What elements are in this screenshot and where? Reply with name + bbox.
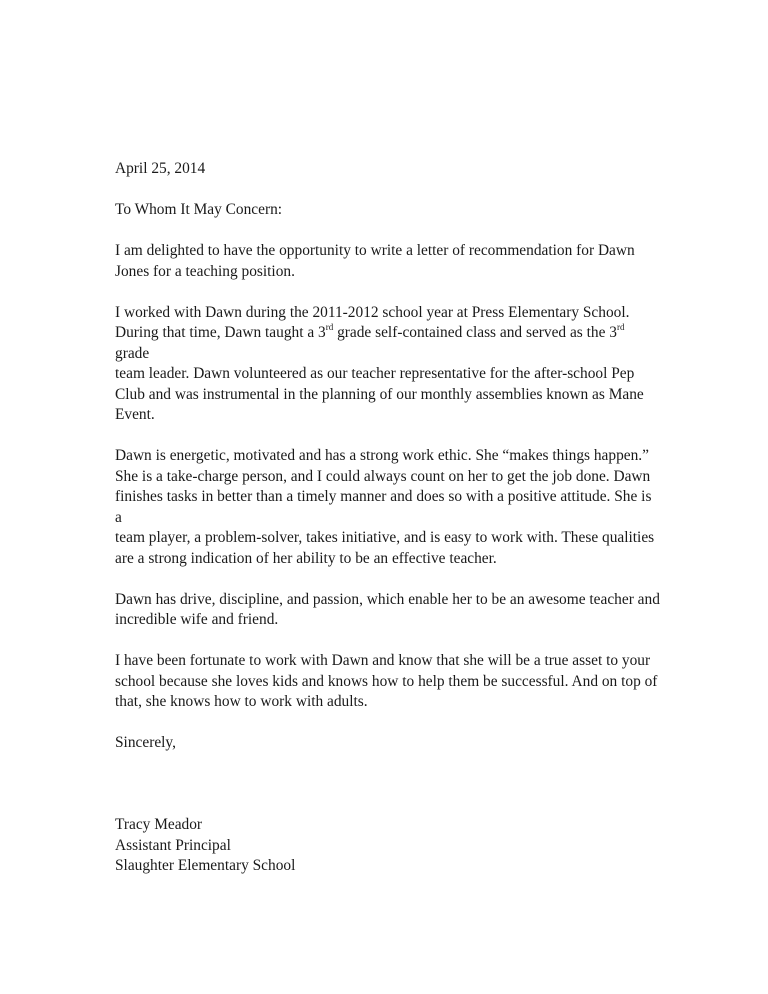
letter-closing: Sincerely, [115,734,176,751]
signature-space [115,774,660,815]
signature-block [115,815,660,877]
signer-title: Assistant Principal [115,836,231,854]
letter-date: April 25, 2014 [115,160,206,177]
signer-school: Slaughter Elementary School [115,857,296,874]
letter-paragraph-character: Dawn has drive, discipline, and passion, which enable her to be an awesome teacher and incredible wife and friend. [115,590,660,628]
letter-paragraph-qualities: Dawn is energetic, motivated and has a strong work ethic. She “makes things happen.” She is a take-charge person, and I could always count on her to get the job done. Dawn finishes tasks in better than a timely manner and does so with a positive attitude. She is a team player, a problem-solver, takes initiative, and is easy to work with. These qualities are a strong indication of her ability to be an effective teacher. [115,447,655,567]
letter-paragraph-intro: I am delighted to have the opportunity to write a letter of recommendation for Dawn Jones for a teaching position. [115,242,635,280]
ordinal-suffix: rd [617,321,625,332]
letter-paragraph-experience [115,303,660,426]
recommendation-letter [115,159,660,877]
ordinal-suffix: rd [325,321,334,332]
signer-name: Tracy Meador [115,816,203,833]
paragraph-text: grade team leader. Dawn volunteered as our teacher representative for the after-school Pep Club and was instrumental in the planning of our monthly assemblies known as Mane Event. [115,344,644,423]
letter-paragraph-conclusion: I have been fortunate to work with Dawn and know that she will be a true asset to your school because she loves kids and knows how to help them be successful. And on top of that, she knows how to work with adults. [115,652,658,710]
paragraph-text: I worked with Dawn during the 2011-2012 school year at Press Elementary School. During that time, Dawn taught a 3 [115,303,630,341]
paragraph-text: grade self-contained class and served as the 3 [333,324,617,341]
letter-salutation: To Whom It May Concern: [115,201,283,218]
